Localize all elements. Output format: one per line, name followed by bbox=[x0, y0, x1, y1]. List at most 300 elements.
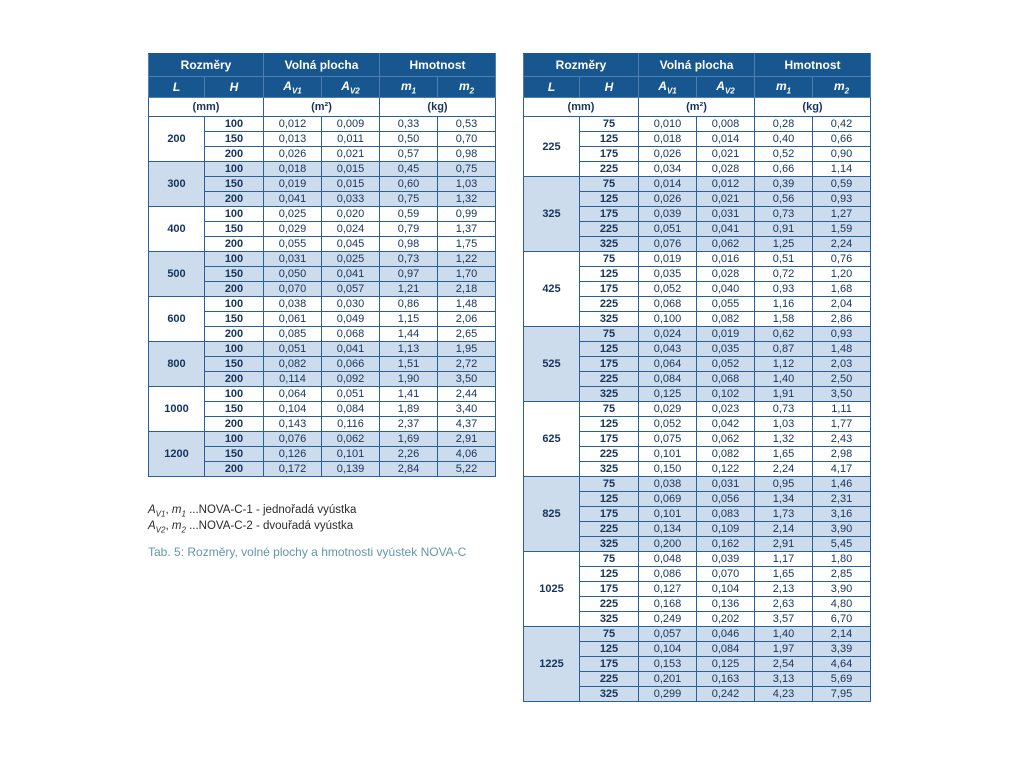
free-area-v2-cell: 0,021 bbox=[322, 147, 380, 162]
left-dimensions-table bbox=[148, 53, 496, 477]
right-table-body bbox=[524, 117, 871, 702]
mass-m1-cell: 0,52 bbox=[755, 147, 813, 162]
symbol-sub-V2: V2 bbox=[349, 86, 360, 96]
dimension-H-cell: 225 bbox=[580, 222, 639, 237]
symbol-H: H bbox=[229, 80, 239, 94]
table-row bbox=[149, 117, 496, 132]
free-area-v2-cell: 0,082 bbox=[697, 312, 755, 327]
free-area-v2-cell: 0,122 bbox=[697, 462, 755, 477]
dimension-H-cell: 175 bbox=[580, 432, 639, 447]
dimension-H-cell: 100 bbox=[205, 162, 264, 177]
mass-m2-cell: 7,95 bbox=[813, 687, 871, 702]
free-area-v2-cell: 0,062 bbox=[697, 237, 755, 252]
free-area-v1-cell: 0,026 bbox=[264, 147, 322, 162]
free-area-v1-cell: 0,025 bbox=[264, 207, 322, 222]
free-area-v2-cell: 0,102 bbox=[697, 387, 755, 402]
symbol-L: L bbox=[547, 80, 556, 94]
free-area-v1-cell: 0,055 bbox=[264, 237, 322, 252]
legend bbox=[148, 502, 356, 534]
mass-m1-cell: 0,98 bbox=[380, 237, 438, 252]
mass-m1-cell: 2,13 bbox=[755, 582, 813, 597]
symbol-m: m bbox=[775, 78, 787, 93]
header-AV1 bbox=[264, 77, 322, 98]
table-row bbox=[149, 162, 496, 177]
mass-m2-cell: 2,24 bbox=[813, 237, 871, 252]
dimension-H-cell: 325 bbox=[580, 612, 639, 627]
mass-m2-cell: 4,17 bbox=[813, 462, 871, 477]
mass-m1-cell: 0,56 bbox=[755, 192, 813, 207]
dimension-H-cell: 175 bbox=[580, 507, 639, 522]
free-area-v1-cell: 0,018 bbox=[264, 162, 322, 177]
mass-m2-cell: 2,85 bbox=[813, 567, 871, 582]
mass-m1-cell: 2,37 bbox=[380, 417, 438, 432]
dimension-L-cell: 1025 bbox=[524, 552, 580, 627]
free-area-v2-cell: 0,068 bbox=[322, 327, 380, 342]
mass-m2-cell: 0,59 bbox=[813, 177, 871, 192]
free-area-v2-cell: 0,039 bbox=[697, 552, 755, 567]
free-area-v2-cell: 0,025 bbox=[322, 252, 380, 267]
symbol-A: A bbox=[148, 504, 156, 516]
free-area-v1-cell: 0,019 bbox=[264, 177, 322, 192]
header-symbol-row bbox=[149, 77, 496, 98]
symbol-sub-V1: V1 bbox=[291, 86, 302, 96]
mass-m2-cell: 1,77 bbox=[813, 417, 871, 432]
mass-m1-cell: 0,28 bbox=[755, 117, 813, 132]
free-area-v1-cell: 0,029 bbox=[639, 402, 697, 417]
mass-m1-cell: 1,03 bbox=[755, 417, 813, 432]
mass-m1-cell: 0,33 bbox=[380, 117, 438, 132]
dimension-L-cell: 1225 bbox=[524, 627, 580, 702]
mass-m1-cell: 1,25 bbox=[755, 237, 813, 252]
table-row bbox=[524, 552, 871, 567]
mass-m1-cell: 2,54 bbox=[755, 657, 813, 672]
dimension-H-cell: 175 bbox=[580, 207, 639, 222]
dimension-H-cell: 125 bbox=[580, 192, 639, 207]
dimension-H-cell: 75 bbox=[580, 177, 639, 192]
right-dimensions-table bbox=[523, 53, 871, 702]
symbol-sub-1: 1 bbox=[786, 86, 792, 96]
symbol-A: A bbox=[148, 520, 156, 532]
mass-m1-cell: 0,73 bbox=[755, 402, 813, 417]
free-area-v2-cell: 0,057 bbox=[322, 282, 380, 297]
free-area-v2-cell: 0,051 bbox=[322, 387, 380, 402]
free-area-v1-cell: 0,104 bbox=[264, 402, 322, 417]
mass-m2-cell: 1,95 bbox=[438, 342, 496, 357]
unit-m2: (m²) bbox=[639, 98, 755, 117]
free-area-v2-cell: 0,019 bbox=[697, 327, 755, 342]
free-area-v1-cell: 0,041 bbox=[264, 192, 322, 207]
mass-m2-cell: 1,27 bbox=[813, 207, 871, 222]
free-area-v1-cell: 0,029 bbox=[264, 222, 322, 237]
free-area-v2-cell: 0,041 bbox=[697, 222, 755, 237]
free-area-v2-cell: 0,045 bbox=[322, 237, 380, 252]
legend-line-2 bbox=[148, 518, 356, 534]
mass-m2-cell: 0,75 bbox=[438, 162, 496, 177]
mass-m1-cell: 1,17 bbox=[755, 552, 813, 567]
left-table-header bbox=[149, 54, 496, 117]
free-area-v1-cell: 0,101 bbox=[639, 507, 697, 522]
mass-m1-cell: 0,93 bbox=[755, 282, 813, 297]
mass-m1-cell: 0,73 bbox=[380, 252, 438, 267]
mass-m2-cell: 2,86 bbox=[813, 312, 871, 327]
header-free-area: Volná plocha bbox=[264, 54, 380, 77]
symbol-sub-2: 2 bbox=[469, 86, 475, 96]
free-area-v1-cell: 0,143 bbox=[264, 417, 322, 432]
free-area-v2-cell: 0,070 bbox=[697, 567, 755, 582]
symbol-L: L bbox=[172, 80, 181, 94]
header-m2 bbox=[813, 77, 871, 98]
mass-m2-cell: 1,80 bbox=[813, 552, 871, 567]
symbol-A: A bbox=[283, 78, 292, 93]
mass-m2-cell: 1,37 bbox=[438, 222, 496, 237]
free-area-v1-cell: 0,013 bbox=[264, 132, 322, 147]
dimension-H-cell: 200 bbox=[205, 462, 264, 477]
mass-m1-cell: 0,73 bbox=[755, 207, 813, 222]
free-area-v1-cell: 0,082 bbox=[264, 357, 322, 372]
dimension-L-cell: 1200 bbox=[149, 432, 205, 477]
mass-m2-cell: 1,14 bbox=[813, 162, 871, 177]
header-m2 bbox=[438, 77, 496, 98]
free-area-v2-cell: 0,082 bbox=[697, 447, 755, 462]
mass-m2-cell: 2,06 bbox=[438, 312, 496, 327]
free-area-v1-cell: 0,201 bbox=[639, 672, 697, 687]
mass-m1-cell: 0,40 bbox=[755, 132, 813, 147]
header-free-area: Volná plocha bbox=[639, 54, 755, 77]
free-area-v1-cell: 0,101 bbox=[639, 447, 697, 462]
dimension-H-cell: 100 bbox=[205, 342, 264, 357]
table-row bbox=[524, 117, 871, 132]
mass-m1-cell: 2,14 bbox=[755, 522, 813, 537]
mass-m2-cell: 2,18 bbox=[438, 282, 496, 297]
free-area-v1-cell: 0,061 bbox=[264, 312, 322, 327]
dimension-H-cell: 100 bbox=[205, 297, 264, 312]
free-area-v2-cell: 0,046 bbox=[697, 627, 755, 642]
symbol-m: m bbox=[458, 78, 470, 93]
dimension-H-cell: 225 bbox=[580, 597, 639, 612]
table-row bbox=[524, 177, 871, 192]
table-row bbox=[149, 342, 496, 357]
mass-m1-cell: 1,15 bbox=[380, 312, 438, 327]
header-H bbox=[205, 77, 264, 98]
mass-m2-cell: 2,04 bbox=[813, 297, 871, 312]
mass-m2-cell: 0,76 bbox=[813, 252, 871, 267]
mass-m2-cell: 1,46 bbox=[813, 477, 871, 492]
mass-m1-cell: 0,95 bbox=[755, 477, 813, 492]
mass-m1-cell: 1,90 bbox=[380, 372, 438, 387]
mass-m1-cell: 1,69 bbox=[380, 432, 438, 447]
mass-m1-cell: 0,79 bbox=[380, 222, 438, 237]
dimension-H-cell: 200 bbox=[205, 237, 264, 252]
header-weight: Hmotnost bbox=[755, 54, 871, 77]
free-area-v1-cell: 0,299 bbox=[639, 687, 697, 702]
separator: , bbox=[165, 520, 172, 532]
dimension-H-cell: 100 bbox=[205, 117, 264, 132]
mass-m1-cell: 1,65 bbox=[755, 567, 813, 582]
mass-m1-cell: 0,72 bbox=[755, 267, 813, 282]
dimension-L-cell: 825 bbox=[524, 477, 580, 552]
dimension-H-cell: 125 bbox=[580, 132, 639, 147]
dimension-H-cell: 225 bbox=[580, 297, 639, 312]
free-area-v2-cell: 0,242 bbox=[697, 687, 755, 702]
free-area-v1-cell: 0,012 bbox=[264, 117, 322, 132]
free-area-v2-cell: 0,162 bbox=[697, 537, 755, 552]
table-row bbox=[149, 387, 496, 402]
table-row bbox=[524, 627, 871, 642]
mass-m1-cell: 1,12 bbox=[755, 357, 813, 372]
mass-m1-cell: 0,91 bbox=[755, 222, 813, 237]
mass-m2-cell: 3,90 bbox=[813, 582, 871, 597]
mass-m2-cell: 2,50 bbox=[813, 372, 871, 387]
free-area-v2-cell: 0,055 bbox=[697, 297, 755, 312]
table-row bbox=[149, 207, 496, 222]
free-area-v1-cell: 0,039 bbox=[639, 207, 697, 222]
header-group-row bbox=[149, 54, 496, 77]
free-area-v2-cell: 0,083 bbox=[697, 507, 755, 522]
mass-m1-cell: 1,51 bbox=[380, 357, 438, 372]
free-area-v1-cell: 0,104 bbox=[639, 642, 697, 657]
mass-m1-cell: 0,59 bbox=[380, 207, 438, 222]
free-area-v2-cell: 0,202 bbox=[697, 612, 755, 627]
mass-m1-cell: 2,91 bbox=[755, 537, 813, 552]
table-row bbox=[524, 477, 871, 492]
table-row bbox=[149, 432, 496, 447]
dimension-H-cell: 175 bbox=[580, 147, 639, 162]
mass-m1-cell: 1,40 bbox=[755, 627, 813, 642]
free-area-v2-cell: 0,109 bbox=[697, 522, 755, 537]
dimension-H-cell: 200 bbox=[205, 327, 264, 342]
free-area-v1-cell: 0,026 bbox=[639, 192, 697, 207]
free-area-v2-cell: 0,116 bbox=[322, 417, 380, 432]
mass-m2-cell: 1,22 bbox=[438, 252, 496, 267]
dimension-H-cell: 125 bbox=[580, 567, 639, 582]
mass-m2-cell: 2,98 bbox=[813, 447, 871, 462]
dimension-H-cell: 125 bbox=[580, 417, 639, 432]
free-area-v1-cell: 0,038 bbox=[639, 477, 697, 492]
dimension-H-cell: 325 bbox=[580, 237, 639, 252]
dimension-H-cell: 150 bbox=[205, 312, 264, 327]
free-area-v1-cell: 0,048 bbox=[639, 552, 697, 567]
dimension-H-cell: 75 bbox=[580, 402, 639, 417]
free-area-v1-cell: 0,127 bbox=[639, 582, 697, 597]
free-area-v1-cell: 0,024 bbox=[639, 327, 697, 342]
header-AV2 bbox=[322, 77, 380, 98]
header-L bbox=[149, 77, 205, 98]
mass-m1-cell: 2,63 bbox=[755, 597, 813, 612]
dimension-H-cell: 125 bbox=[580, 492, 639, 507]
symbol-A: A bbox=[716, 78, 725, 93]
symbol-sub-V2: V2 bbox=[724, 86, 735, 96]
left-table-body bbox=[149, 117, 496, 477]
free-area-v1-cell: 0,038 bbox=[264, 297, 322, 312]
dimension-H-cell: 100 bbox=[205, 432, 264, 447]
mass-m1-cell: 1,89 bbox=[380, 402, 438, 417]
free-area-v1-cell: 0,126 bbox=[264, 447, 322, 462]
free-area-v2-cell: 0,015 bbox=[322, 162, 380, 177]
free-area-v1-cell: 0,249 bbox=[639, 612, 697, 627]
mass-m1-cell: 1,32 bbox=[755, 432, 813, 447]
free-area-v2-cell: 0,041 bbox=[322, 342, 380, 357]
free-area-v1-cell: 0,031 bbox=[264, 252, 322, 267]
mass-m2-cell: 3,40 bbox=[438, 402, 496, 417]
mass-m2-cell: 3,39 bbox=[813, 642, 871, 657]
mass-m1-cell: 0,60 bbox=[380, 177, 438, 192]
symbol-sub-2: 2 bbox=[181, 525, 186, 535]
free-area-v2-cell: 0,092 bbox=[322, 372, 380, 387]
mass-m2-cell: 1,68 bbox=[813, 282, 871, 297]
legend-text: ...NOVA-C-1 - jednořadá vyústka bbox=[185, 504, 357, 516]
mass-m2-cell: 0,42 bbox=[813, 117, 871, 132]
free-area-v1-cell: 0,100 bbox=[639, 312, 697, 327]
free-area-v1-cell: 0,014 bbox=[639, 177, 697, 192]
mass-m2-cell: 0,90 bbox=[813, 147, 871, 162]
free-area-v1-cell: 0,085 bbox=[264, 327, 322, 342]
free-area-v2-cell: 0,084 bbox=[322, 402, 380, 417]
mass-m1-cell: 1,44 bbox=[380, 327, 438, 342]
mass-m1-cell: 1,91 bbox=[755, 387, 813, 402]
dimension-L-cell: 325 bbox=[524, 177, 580, 252]
free-area-v1-cell: 0,172 bbox=[264, 462, 322, 477]
mass-m1-cell: 1,65 bbox=[755, 447, 813, 462]
dimension-L-cell: 800 bbox=[149, 342, 205, 387]
dimension-L-cell: 1000 bbox=[149, 387, 205, 432]
dimension-H-cell: 150 bbox=[205, 267, 264, 282]
unit-mm: (mm) bbox=[524, 98, 639, 117]
mass-m2-cell: 0,93 bbox=[813, 327, 871, 342]
symbol-m: m bbox=[833, 78, 845, 93]
free-area-v2-cell: 0,008 bbox=[697, 117, 755, 132]
free-area-v1-cell: 0,153 bbox=[639, 657, 697, 672]
dimension-H-cell: 325 bbox=[580, 687, 639, 702]
dimension-L-cell: 600 bbox=[149, 297, 205, 342]
header-group-row bbox=[524, 54, 871, 77]
free-area-v2-cell: 0,020 bbox=[322, 207, 380, 222]
free-area-v2-cell: 0,062 bbox=[697, 432, 755, 447]
dimension-H-cell: 125 bbox=[580, 267, 639, 282]
mass-m1-cell: 0,57 bbox=[380, 147, 438, 162]
dimension-H-cell: 325 bbox=[580, 462, 639, 477]
mass-m2-cell: 1,03 bbox=[438, 177, 496, 192]
table-row bbox=[149, 252, 496, 267]
dimension-H-cell: 75 bbox=[580, 627, 639, 642]
free-area-v2-cell: 0,014 bbox=[697, 132, 755, 147]
unit-m2: (m²) bbox=[264, 98, 380, 117]
dimension-H-cell: 100 bbox=[205, 207, 264, 222]
dimension-H-cell: 200 bbox=[205, 192, 264, 207]
mass-m2-cell: 1,48 bbox=[813, 342, 871, 357]
mass-m1-cell: 1,41 bbox=[380, 387, 438, 402]
mass-m2-cell: 5,69 bbox=[813, 672, 871, 687]
mass-m2-cell: 0,93 bbox=[813, 192, 871, 207]
dimension-H-cell: 175 bbox=[580, 357, 639, 372]
mass-m1-cell: 0,86 bbox=[380, 297, 438, 312]
free-area-v2-cell: 0,104 bbox=[697, 582, 755, 597]
mass-m2-cell: 6,70 bbox=[813, 612, 871, 627]
free-area-v1-cell: 0,052 bbox=[639, 417, 697, 432]
dimension-H-cell: 75 bbox=[580, 252, 639, 267]
symbol-sub-V1: V1 bbox=[666, 86, 677, 96]
free-area-v2-cell: 0,011 bbox=[322, 132, 380, 147]
mass-m1-cell: 1,13 bbox=[380, 342, 438, 357]
free-area-v1-cell: 0,068 bbox=[639, 297, 697, 312]
mass-m2-cell: 1,11 bbox=[813, 402, 871, 417]
dimension-H-cell: 75 bbox=[580, 117, 639, 132]
free-area-v2-cell: 0,042 bbox=[697, 417, 755, 432]
free-area-v1-cell: 0,150 bbox=[639, 462, 697, 477]
free-area-v1-cell: 0,026 bbox=[639, 147, 697, 162]
dimension-H-cell: 175 bbox=[580, 657, 639, 672]
header-dimensions: Rozměry bbox=[149, 54, 264, 77]
symbol-sub-1: 1 bbox=[181, 509, 186, 519]
mass-m2-cell: 1,59 bbox=[813, 222, 871, 237]
symbol-sub-2: 2 bbox=[844, 86, 850, 96]
mass-m1-cell: 0,39 bbox=[755, 177, 813, 192]
free-area-v1-cell: 0,010 bbox=[639, 117, 697, 132]
mass-m2-cell: 2,31 bbox=[813, 492, 871, 507]
mass-m1-cell: 1,58 bbox=[755, 312, 813, 327]
mass-m2-cell: 3,50 bbox=[813, 387, 871, 402]
free-area-v1-cell: 0,051 bbox=[639, 222, 697, 237]
dimension-L-cell: 225 bbox=[524, 117, 580, 177]
symbol-A: A bbox=[658, 78, 667, 93]
free-area-v1-cell: 0,168 bbox=[639, 597, 697, 612]
free-area-v2-cell: 0,139 bbox=[322, 462, 380, 477]
free-area-v2-cell: 0,015 bbox=[322, 177, 380, 192]
mass-m1-cell: 4,23 bbox=[755, 687, 813, 702]
mass-m2-cell: 4,80 bbox=[813, 597, 871, 612]
free-area-v2-cell: 0,136 bbox=[697, 597, 755, 612]
header-dimensions: Rozměry bbox=[524, 54, 639, 77]
dimension-H-cell: 150 bbox=[205, 402, 264, 417]
free-area-v1-cell: 0,019 bbox=[639, 252, 697, 267]
mass-m2-cell: 0,53 bbox=[438, 117, 496, 132]
free-area-v2-cell: 0,084 bbox=[697, 642, 755, 657]
dimension-H-cell: 150 bbox=[205, 177, 264, 192]
free-area-v2-cell: 0,031 bbox=[697, 207, 755, 222]
mass-m2-cell: 1,20 bbox=[813, 267, 871, 282]
mass-m1-cell: 3,57 bbox=[755, 612, 813, 627]
free-area-v1-cell: 0,125 bbox=[639, 387, 697, 402]
mass-m2-cell: 2,72 bbox=[438, 357, 496, 372]
mass-m1-cell: 0,87 bbox=[755, 342, 813, 357]
free-area-v2-cell: 0,012 bbox=[697, 177, 755, 192]
free-area-v1-cell: 0,052 bbox=[639, 282, 697, 297]
free-area-v2-cell: 0,052 bbox=[697, 357, 755, 372]
header-AV1 bbox=[639, 77, 697, 98]
free-area-v2-cell: 0,021 bbox=[697, 192, 755, 207]
free-area-v2-cell: 0,041 bbox=[322, 267, 380, 282]
mass-m1-cell: 1,21 bbox=[380, 282, 438, 297]
free-area-v2-cell: 0,023 bbox=[697, 402, 755, 417]
dimension-H-cell: 100 bbox=[205, 252, 264, 267]
mass-m1-cell: 1,40 bbox=[755, 372, 813, 387]
header-AV2 bbox=[697, 77, 755, 98]
legend-text: ...NOVA-C-2 - dvouřadá vyústka bbox=[185, 520, 354, 532]
dimension-L-cell: 525 bbox=[524, 327, 580, 402]
mass-m2-cell: 2,91 bbox=[438, 432, 496, 447]
free-area-v1-cell: 0,064 bbox=[639, 357, 697, 372]
dimension-H-cell: 75 bbox=[580, 477, 639, 492]
free-area-v2-cell: 0,049 bbox=[322, 312, 380, 327]
dimension-H-cell: 125 bbox=[580, 642, 639, 657]
mass-m2-cell: 1,70 bbox=[438, 267, 496, 282]
free-area-v1-cell: 0,086 bbox=[639, 567, 697, 582]
table-row bbox=[524, 327, 871, 342]
free-area-v1-cell: 0,064 bbox=[264, 387, 322, 402]
free-area-v1-cell: 0,051 bbox=[264, 342, 322, 357]
dimension-H-cell: 150 bbox=[205, 447, 264, 462]
mass-m2-cell: 1,48 bbox=[438, 297, 496, 312]
dimension-L-cell: 300 bbox=[149, 162, 205, 207]
